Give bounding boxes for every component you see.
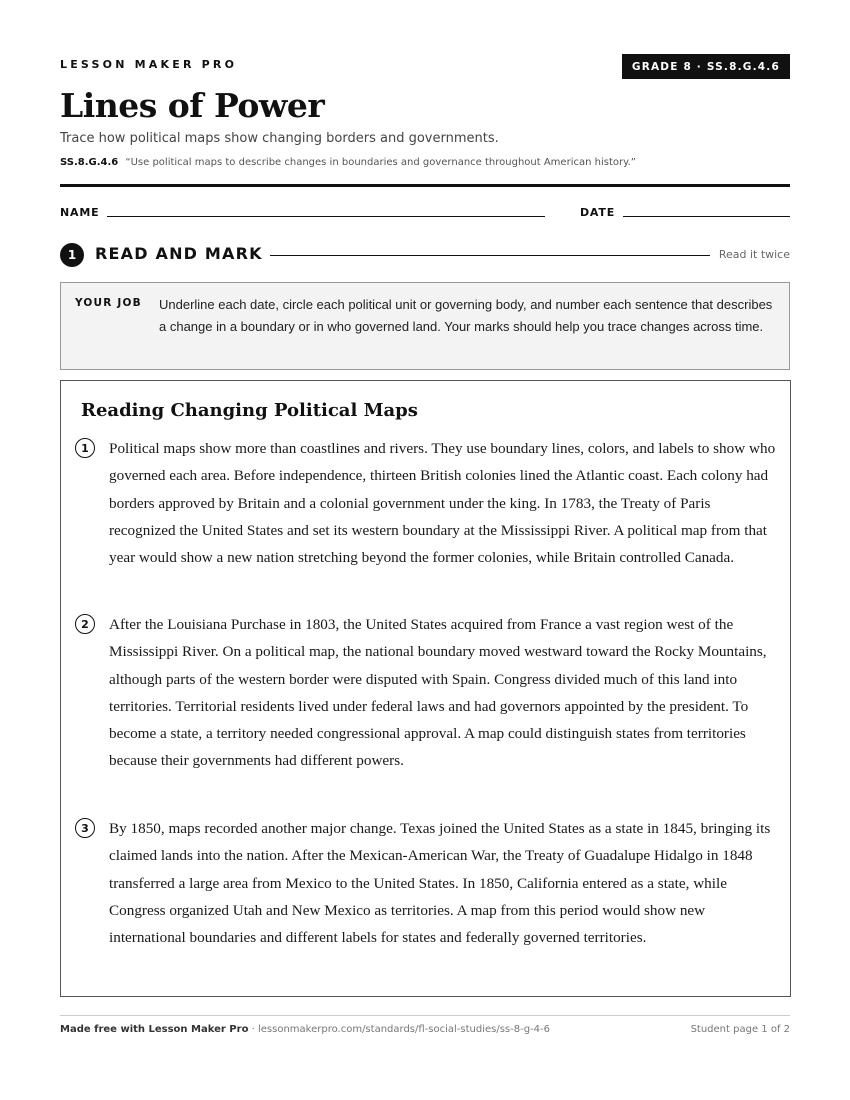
header-divider — [60, 184, 790, 187]
name-label: NAME — [60, 206, 100, 219]
footer-divider — [60, 1015, 790, 1016]
paragraph-number-icon: 2 — [75, 614, 95, 634]
reading-passage-box — [60, 380, 791, 997]
section-rule — [270, 255, 710, 256]
job-instructions-box — [60, 282, 790, 370]
step-number-badge: 1 — [60, 243, 84, 267]
grade-badge: GRADE 8 · SS.8.G.4.6 — [622, 54, 790, 79]
paragraph-number-icon: 3 — [75, 818, 95, 838]
reading-title: Reading Changing Political Maps — [81, 400, 418, 421]
paragraph-text: After the Louisiana Purchase in 1803, the United States acquired from France a vast region west of the Mississippi River. On a political map, the national boundary moved westward toward the Rocky Mountains, although parts of the western border were disputed with Spain. Congress divided much of this land into territories. Territorial residents lived under federal laws and had governors appointed by the president. To become a state, a territory needed congressional approval. A map could distinguish states from territories because their governments had different powers. — [109, 616, 767, 770]
section-header — [60, 243, 790, 267]
section-note: Read it twice — [718, 248, 790, 261]
page-subtitle: Trace how political maps show changing borders and governments. — [60, 131, 499, 146]
page-title: Lines of Power — [60, 86, 325, 125]
page-indicator: Student page 1 of 2 — [690, 1024, 790, 1035]
standard-description: “Use political maps to describe changes in boundaries and governance throughout American history.” — [125, 157, 636, 168]
job-label: YOUR JOB — [75, 297, 142, 309]
standard-code: SS.8.G.4.6 — [60, 157, 119, 168]
paragraph-number-icon: 1 — [75, 438, 95, 458]
footer-url[interactable]: · lessonmakerpro.com/standards/fl-social-studies/ss-8-g-4-6 — [248, 1024, 551, 1035]
section-title: READ AND MARK — [95, 244, 263, 263]
paragraph-text: Political maps show more than coastlines and rivers. They use boundary lines, colors, and labels to show who governed each area. Before independence, thirteen British colonies lined the Atlantic coast. Each colony had borders approved by Britain and a colonial government under the king. In 1783, the Treaty of Paris recognized the United States and set its western boundary at the Mississippi River. A political map from that year would show a new nation stretching beyond the former colonies, while Britain controlled Canada. — [109, 440, 776, 567]
date-label: DATE — [580, 206, 616, 219]
standard-line — [60, 157, 636, 168]
footer-credit — [60, 1024, 550, 1035]
paragraph-text: By 1850, maps recorded another major change. Texas joined the United States as a state in 1845, bringing its claimed lands into the nation. After the Mexican-American War, the Treaty of Guadalupe Hidalgo in 1848 transferred a large area from Mexico to the United States. In 1850, California entered as a state, while Congress organized Utah and New Mexico as territories. A map from this period would show new international boundaries and different labels for states and federally governed territories. — [109, 820, 771, 947]
name-field[interactable] — [107, 216, 545, 217]
date-field[interactable] — [623, 216, 790, 217]
footer-made-with: Made free with Lesson Maker Pro — [60, 1024, 249, 1035]
brand-name: LESSON MAKER PRO — [60, 58, 238, 71]
job-text: Underline each date, circle each political unit or governing body, and number each sentence that describes a change in a boundary or in who governed land. Your marks should help you trace changes across time. — [159, 297, 773, 334]
